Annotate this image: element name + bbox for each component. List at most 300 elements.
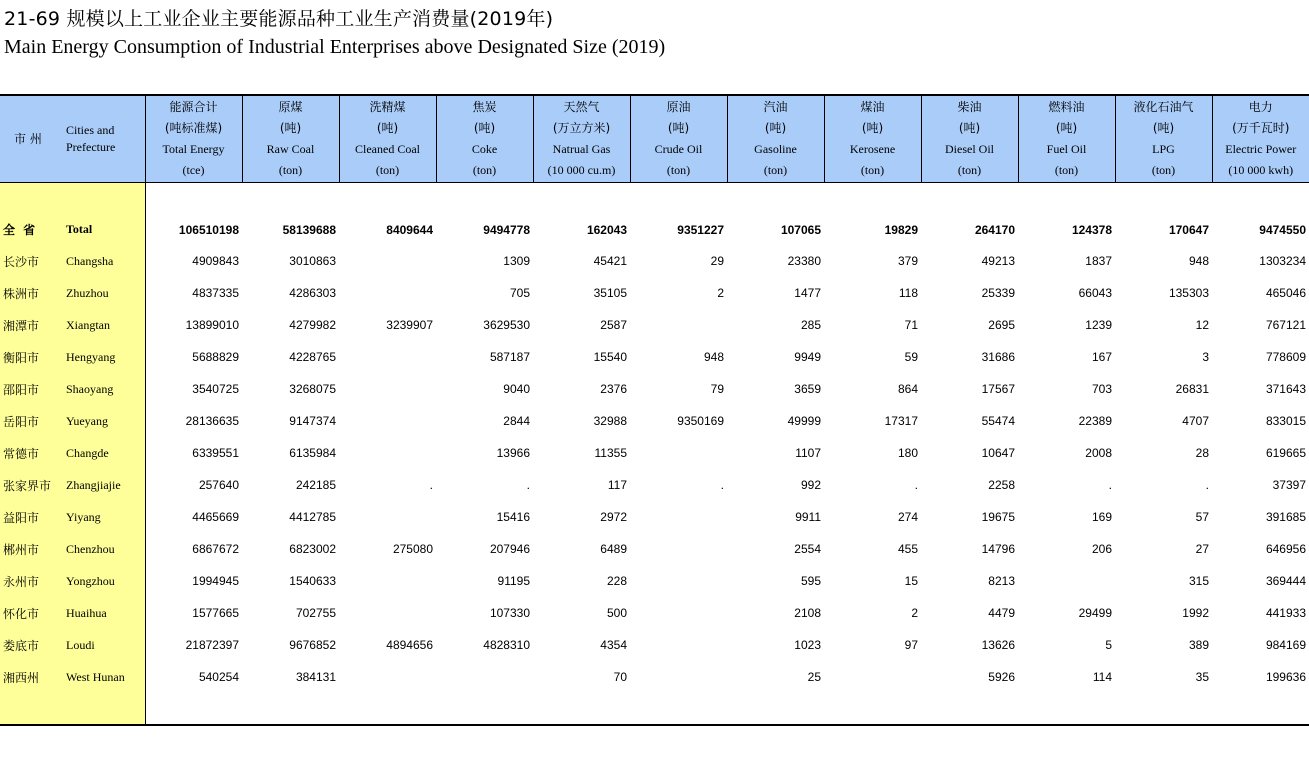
spacer-cell [0,693,62,725]
header-col-cn: 液化石油气 [1133,100,1194,114]
value-cell: 4479 [988,606,1015,620]
region-name-en: Hengyang [62,341,145,373]
header-col-unit-en: (ton) [860,163,885,177]
value-cell: 1303234 [1259,254,1306,268]
value-cell: 26831 [1175,382,1209,396]
value-cell: 207946 [489,542,530,556]
header-col-en: Total Energy [162,142,225,156]
value-cell: 55474 [981,414,1015,428]
value-cell: 49213 [981,254,1015,268]
value-cell: 35 [1195,670,1209,684]
region-name-en: Yueyang [62,405,145,437]
value-cell: 25339 [981,286,1015,300]
value-cell: 371643 [1265,382,1306,396]
region-name-en: West Hunan [62,661,145,693]
spacer-cell [1018,183,1115,215]
header-col-en: Fuel Oil [1046,142,1087,156]
region-name-cn: 全 省 [0,214,62,245]
value-cell: 4286303 [289,286,336,300]
value-cell: 2 [717,286,724,300]
header-col-3 [436,95,533,183]
value-cell: 21872397 [185,638,239,652]
table-title-chinese: 21-69 规模以上工业企业主要能源品种工业生产消费量(2019年) [4,8,554,30]
header-col-cn: 原煤 [278,100,303,114]
value-cell: 2258 [988,478,1015,492]
value-cell: 379 [897,254,918,268]
value-cell: 180 [897,446,918,460]
value-cell: 35105 [593,286,627,300]
header-col-6 [727,95,824,183]
header-col-cn: 天然气 [563,100,600,114]
header-city-en-line2: Prefecture [66,140,116,154]
value-cell: 500 [606,606,627,620]
header-col-en: LPG [1152,142,1175,156]
region-name-cn: 湘西州 [0,661,62,693]
region-name-cn: 株洲市 [0,277,62,309]
value-cell: 6489 [600,542,627,556]
value-cell: 3 [1202,350,1209,364]
value-cell: . [526,478,530,492]
region-name-cn: 长沙市 [0,245,62,277]
value-cell: 169 [1091,510,1112,524]
value-cell: 167 [1091,350,1112,364]
value-cell [630,565,727,597]
value-cell: 71 [904,318,918,332]
value-cell: 4707 [1182,414,1209,428]
header-col-cn: 原油 [666,100,691,114]
value-cell: 384131 [295,670,336,684]
value-cell: 6135984 [289,446,336,460]
region-name-cn: 怀化市 [0,597,62,629]
header-col-en: Natrual Gas [552,142,611,156]
value-cell: 124378 [1071,222,1112,237]
region-name-cn: 郴州市 [0,533,62,565]
table-row [0,469,1309,501]
value-cell: 15 [904,574,918,588]
value-cell: . [914,478,918,492]
value-cell: 9676852 [289,638,336,652]
value-cell: 2695 [988,318,1015,332]
value-cell: 11355 [594,446,627,460]
header-col-cn: 能源合计 [169,100,218,114]
value-cell [630,309,727,341]
value-cell: 15416 [496,510,530,524]
table-row [0,373,1309,405]
spacer-cell [242,693,339,725]
value-cell: 29499 [1078,606,1112,620]
value-cell: 1837 [1085,254,1112,268]
table-row [0,501,1309,533]
region-name-en: Changsha [62,245,145,277]
value-cell [630,597,727,629]
value-cell: 992 [800,478,821,492]
region-name-en: Changde [62,437,145,469]
header-col-unit-cn: (吨) [1152,121,1175,135]
value-cell: 275080 [392,542,433,556]
value-cell: 118 [898,286,918,300]
value-cell: 107330 [489,606,530,620]
value-cell: 2844 [503,414,530,428]
value-cell: 228 [606,574,627,588]
header-col-unit-en: (tce) [182,163,205,177]
value-cell: 3659 [794,382,821,396]
header-col-cn: 焦炭 [472,100,497,114]
value-cell: 19829 [884,222,918,237]
value-cell: 705 [509,286,530,300]
value-cell [339,277,436,309]
region-name-en: Yongzhou [62,565,145,597]
header-col-cn: 柴油 [957,100,982,114]
value-cell: 285 [800,318,821,332]
header-col-unit-cn: (吨) [376,121,399,135]
value-cell: 3540725 [192,382,239,396]
header-col-en: Crude Oil [654,142,703,156]
value-cell: 833015 [1265,414,1306,428]
region-name-en: Shaoyang [62,373,145,405]
region-name-en: Zhuzhou [62,277,145,309]
value-cell [339,661,436,693]
value-cell: 1023 [794,638,821,652]
value-cell: 9911 [795,510,821,524]
header-col-11 [1212,95,1309,183]
value-cell: 114 [1092,670,1112,684]
value-cell [630,629,727,661]
value-cell: 79 [710,382,724,396]
value-cell: 257640 [198,478,239,492]
value-cell [339,341,436,373]
value-cell: 14796 [981,542,1015,556]
table-body [0,183,1309,726]
region-name-en: Chenzhou [62,533,145,565]
header-col-unit-en: (10 000 kwh) [1228,163,1294,177]
header-col-unit-cn: (万立方米) [552,121,611,135]
header-col-cn: 电力 [1248,100,1273,114]
value-cell: 58139688 [282,222,336,237]
value-cell [630,533,727,565]
value-cell: 9474550 [1259,222,1306,237]
value-cell: 595 [800,574,821,588]
value-cell: 19675 [981,510,1015,524]
spacer-cell [1212,693,1309,725]
value-cell: 135303 [1168,286,1209,300]
header-city-en-line1: Cities and [66,123,115,137]
value-cell: 4837335 [192,286,239,300]
value-cell [339,565,436,597]
value-cell: . [1108,478,1112,492]
value-cell: 2108 [794,606,821,620]
value-cell: 17317 [884,414,918,428]
value-cell: 6823002 [289,542,336,556]
value-cell: 2376 [600,382,627,396]
header-col-5 [630,95,727,183]
region-name-cn: 娄底市 [0,629,62,661]
spacer-cell [824,183,921,215]
value-cell: 242185 [295,478,336,492]
value-cell: 4828310 [483,638,530,652]
table-title-english: Main Energy Consumption of Industrial Enterprises above Designated Size (2019) [4,36,666,58]
header-city-cn: 市 州 [0,95,62,183]
spacer-cell [1115,183,1212,215]
spacer-cell [0,183,62,215]
value-cell: 162043 [586,222,627,237]
value-cell: 29 [710,254,724,268]
spacer-cell [1212,183,1309,215]
header-col-8 [921,95,1018,183]
value-cell: 3010863 [289,254,336,268]
table-row [0,629,1309,661]
value-cell: 199636 [1265,670,1306,684]
value-cell: 4894656 [386,638,433,652]
value-cell [630,661,727,693]
header-col-cn: 汽油 [763,100,788,114]
energy-consumption-table-container [0,94,1309,726]
value-cell: 9351227 [677,222,724,237]
spacer-cell [1115,693,1212,725]
region-name-cn: 张家界市 [0,469,62,501]
value-cell [1018,565,1115,597]
spacer-cell [145,693,242,725]
header-col-unit-en: (ton) [472,163,497,177]
value-cell: 27 [1195,542,1209,556]
table-row [0,661,1309,693]
value-cell: 465046 [1265,286,1306,300]
value-cell: 45421 [593,254,627,268]
value-cell: 5 [1105,638,1112,652]
table-row [0,533,1309,565]
header-col-unit-cn: (吨) [1055,121,1078,135]
value-cell: 117 [607,478,627,492]
value-cell: 315 [1188,574,1209,588]
table-row [0,405,1309,437]
value-cell: . [720,478,724,492]
value-cell [339,437,436,469]
value-cell: 1477 [794,286,821,300]
value-cell: 4354 [600,638,627,652]
value-cell: 391685 [1265,510,1306,524]
value-cell: 9147374 [289,414,336,428]
table-row [0,277,1309,309]
value-cell: . [1205,478,1209,492]
value-cell: 23380 [787,254,821,268]
value-cell: 2 [911,606,918,620]
value-cell: 587187 [489,350,530,364]
spacer-cell [727,693,824,725]
value-cell: 1540633 [289,574,336,588]
header-col-unit-cn: (吨) [473,121,496,135]
header-col-9 [1018,95,1115,183]
header-col-10 [1115,95,1212,183]
header-col-unit-en: (ton) [278,163,303,177]
energy-consumption-table [0,94,1309,726]
spacer-cell [1018,693,1115,725]
header-col-unit-en: (ton) [666,163,691,177]
value-cell: 778609 [1265,350,1306,364]
value-cell [630,501,727,533]
table-row [0,437,1309,469]
value-cell: 1577665 [192,606,239,620]
region-name-en: Loudi [62,629,145,661]
table-row [0,309,1309,341]
spacer-cell [630,693,727,725]
table-row [0,597,1309,629]
spacer-cell [436,693,533,725]
value-cell: 1994945 [192,574,239,588]
value-cell: 25 [807,670,821,684]
value-cell: 37397 [1272,478,1306,492]
value-cell: 32988 [593,414,627,428]
spacer-cell [145,183,242,215]
value-cell [339,373,436,405]
region-name-en: Total [62,214,145,245]
header-col-en: Electric Power [1225,142,1297,156]
value-cell: 170647 [1168,222,1209,237]
value-cell: 9494778 [483,222,530,237]
value-cell: 703 [1091,382,1112,396]
value-cell: 106510198 [178,222,239,237]
table-row [0,341,1309,373]
header-col-en: Diesel Oil [945,142,994,156]
value-cell: 9949 [794,350,821,364]
spacer-cell [727,183,824,215]
spacer-cell [436,183,533,215]
header-col-en: Coke [471,142,498,156]
value-cell: 2972 [600,510,627,524]
value-cell: 8213 [988,574,1015,588]
value-cell: 97 [904,638,918,652]
value-cell: 3629530 [483,318,530,332]
value-cell: 274 [897,510,918,524]
value-cell: 10647 [981,446,1015,460]
value-cell: 28 [1195,446,1209,460]
value-cell: 767121 [1265,318,1306,332]
region-name-en: Yiyang [62,501,145,533]
header-city-en [62,95,145,183]
value-cell: 1309 [503,254,530,268]
value-cell: 206 [1091,542,1112,556]
value-cell: 389 [1188,638,1209,652]
header-col-cn: 煤油 [860,100,885,114]
value-cell: 31686 [981,350,1015,364]
region-name-cn: 岳阳市 [0,405,62,437]
header-col-en: Gasoline [754,142,797,156]
table-header [0,95,1309,183]
header-col-unit-cn: (吨) [279,121,302,135]
value-cell [339,245,436,277]
value-cell: 1992 [1182,606,1209,620]
value-cell: 619665 [1265,446,1306,460]
value-cell: 864 [897,382,918,396]
value-cell: 17567 [981,382,1015,396]
value-cell: 9040 [503,382,530,396]
spacer-cell [533,183,630,215]
region-name-en: Xiangtan [62,309,145,341]
value-cell: 57 [1195,510,1209,524]
value-cell: 91195 [497,574,530,588]
header-col-2 [339,95,436,183]
header-col-cn: 洗精煤 [369,100,406,114]
value-cell: 59 [904,350,918,364]
header-col-unit-en: (ton) [375,163,400,177]
spacer-cell [242,183,339,215]
spacer-cell [339,183,436,215]
value-cell: 6867672 [192,542,239,556]
header-col-cn: 燃料油 [1048,100,1085,114]
region-name-cn: 常德市 [0,437,62,469]
value-cell: 984169 [1265,638,1306,652]
header-col-unit-en: (10 000 cu.m) [547,163,616,177]
value-cell [436,661,533,693]
value-cell: 9350169 [677,414,724,428]
header-col-unit-cn: (万千瓦时) [1232,121,1290,135]
tail-spacer-row [0,693,1309,725]
value-cell: 646956 [1265,542,1306,556]
value-cell: 4909843 [192,254,239,268]
value-cell: 107065 [780,222,821,237]
value-cell: 22389 [1078,414,1112,428]
header-col-unit-cn: (吨) [861,121,884,135]
value-cell: 1107 [795,446,821,460]
value-cell: 948 [703,350,724,364]
value-cell [824,661,921,693]
value-cell: 13626 [981,638,1015,652]
region-name-cn: 邵阳市 [0,373,62,405]
table-row [0,565,1309,597]
value-cell: 13899010 [185,318,239,332]
spacer-cell [533,693,630,725]
value-cell: 264170 [974,222,1015,237]
header-col-1 [242,95,339,183]
value-cell: 6339551 [192,446,239,460]
header-col-4 [533,95,630,183]
spacer-cell [62,693,145,725]
header-col-unit-cn: (吨) [958,121,981,135]
spacer-cell [921,183,1018,215]
table-row [0,245,1309,277]
header-col-en: Kerosene [849,142,896,156]
value-cell: . [429,478,433,492]
header-col-unit-cn: (吨标准煤) [164,121,223,135]
value-cell: 4279982 [289,318,336,332]
value-cell: 2587 [600,318,627,332]
header-col-unit-cn: (吨) [764,121,787,135]
region-name-cn: 衡阳市 [0,341,62,373]
spacer-cell [824,693,921,725]
value-cell: 1239 [1085,318,1112,332]
total-row [0,214,1309,245]
value-cell: 4465669 [192,510,239,524]
value-cell: 5688829 [192,350,239,364]
value-cell: 8409644 [386,222,433,237]
value-cell: 66043 [1078,286,1112,300]
header-col-unit-en: (ton) [763,163,788,177]
header-col-7 [824,95,921,183]
spacer-cell [62,183,145,215]
value-cell [630,437,727,469]
header-col-en: Cleaned Coal [355,142,420,156]
value-cell: 369444 [1265,574,1306,588]
region-name-cn: 湘潭市 [0,309,62,341]
value-cell: 15540 [593,350,627,364]
region-name-cn: 永州市 [0,565,62,597]
value-cell: 3268075 [289,382,336,396]
value-cell: 5926 [988,670,1015,684]
value-cell: 70 [613,670,627,684]
region-name-en: Zhangjiajie [62,469,145,501]
spacer-cell [339,693,436,725]
value-cell: 2554 [794,542,821,556]
value-cell: 948 [1188,254,1209,268]
value-cell: 13966 [496,446,530,460]
